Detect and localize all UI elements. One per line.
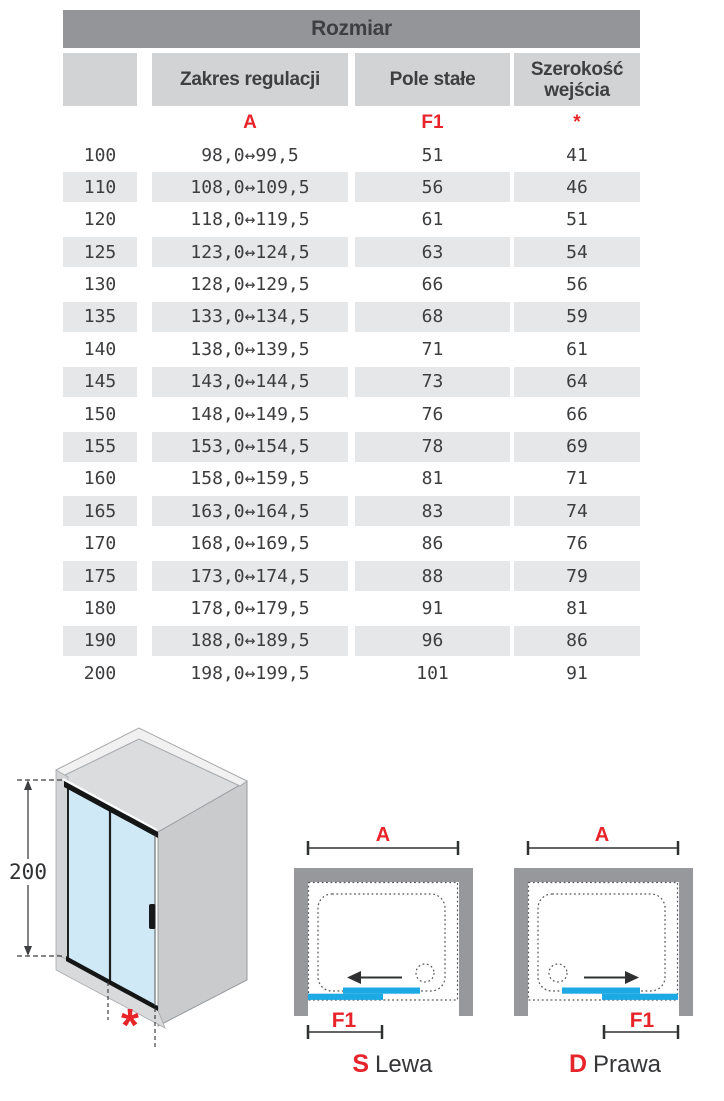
cell-size: 125 — [63, 237, 137, 267]
cell-adjustment-range: 158,0↔159,5 — [190, 468, 310, 490]
cell-fixed-field: 88 — [355, 561, 510, 591]
cell-size: 130 — [83, 274, 117, 296]
glass-extent-dotted — [309, 883, 458, 1001]
shower-tray-outline — [318, 894, 445, 991]
cell-adjustment-range: 143,0↔144,5 — [152, 367, 348, 397]
cell-entry-width: 51 — [566, 209, 588, 231]
symbol-f1: F1 — [421, 112, 444, 133]
cell-fixed-field: 63 — [355, 237, 510, 267]
cell-entry-width: 81 — [566, 597, 588, 619]
table-row — [63, 593, 640, 623]
cell-size: 120 — [83, 209, 117, 231]
drain — [416, 964, 434, 982]
cell-adjustment-range: 98,0↔99,5 — [201, 144, 299, 166]
variant-name: Prawa — [593, 1051, 662, 1078]
cell-fixed-field: 83 — [355, 496, 510, 526]
cell-adjustment-range: 153,0↔154,5 — [152, 432, 348, 462]
table-row — [63, 302, 640, 332]
table-row — [63, 658, 640, 688]
table-row — [63, 432, 640, 462]
fixed-panel-bar — [308, 994, 383, 1000]
dimension-f1-label: F1 — [629, 1009, 655, 1032]
cell-size: 150 — [83, 403, 117, 425]
table-row — [63, 334, 640, 364]
cell-size: 155 — [63, 432, 137, 462]
cell-entry-width: 41 — [566, 144, 588, 166]
header-cell-adjustment-range: Zakres regulacji — [152, 53, 348, 106]
cell-entry-width: 66 — [566, 403, 588, 425]
door-handle — [149, 904, 156, 929]
glass-extent-dotted — [529, 883, 678, 1001]
cell-entry-width: 46 — [514, 172, 640, 202]
cell-fixed-field: 76 — [421, 403, 444, 425]
cell-adjustment-range: 138,0↔139,5 — [190, 338, 310, 360]
cell-fixed-field: 56 — [355, 172, 510, 202]
symbol-asterisk: * — [573, 112, 581, 133]
cell-adjustment-range: 148,0↔149,5 — [190, 403, 310, 425]
table-row — [63, 237, 640, 267]
table-title: Rozmiar — [63, 10, 640, 48]
cell-entry-width: 69 — [514, 432, 640, 462]
cell-fixed-field: 96 — [355, 626, 510, 656]
cell-adjustment-range: 168,0↔169,5 — [190, 533, 310, 555]
drain — [549, 964, 567, 982]
cell-fixed-field: 51 — [421, 144, 444, 166]
sliding-door-bar — [343, 988, 420, 994]
entry-width-asterisk: * — [121, 999, 139, 1051]
plan-view-left-version — [285, 805, 485, 1095]
table-row — [63, 496, 640, 526]
cell-entry-width: 54 — [514, 237, 640, 267]
cell-entry-width: 59 — [514, 302, 640, 332]
cell-fixed-field: 66 — [421, 274, 444, 296]
cell-size: 145 — [63, 367, 137, 397]
cell-entry-width: 91 — [566, 662, 588, 684]
cell-size: 200 — [83, 662, 117, 684]
table-row — [63, 172, 640, 202]
cell-size: 160 — [83, 468, 117, 490]
variant-letter: D — [568, 1050, 587, 1078]
dimension-a-label: A — [375, 824, 391, 846]
shower-tray-outline — [538, 894, 665, 991]
table-row — [63, 529, 640, 559]
cell-entry-width: 61 — [566, 338, 588, 360]
symbol-a: A — [243, 112, 257, 133]
slide-direction-arrow-left — [347, 971, 402, 984]
cell-fixed-field: 78 — [355, 432, 510, 462]
sliding-door-bar — [562, 988, 640, 994]
table-row — [63, 626, 640, 656]
cell-adjustment-range: 128,0↔129,5 — [190, 274, 310, 296]
cell-entry-width: 74 — [514, 496, 640, 526]
cell-size: 140 — [83, 338, 117, 360]
cell-fixed-field: 86 — [421, 533, 444, 555]
cell-entry-width: 86 — [514, 626, 640, 656]
cell-size: 110 — [63, 172, 137, 202]
table-row — [63, 399, 640, 429]
table-row — [63, 367, 640, 397]
cell-size: 180 — [83, 597, 117, 619]
cell-entry-width: 79 — [514, 561, 640, 591]
cell-adjustment-range: 123,0↔124,5 — [152, 237, 348, 267]
cell-size: 190 — [63, 626, 137, 656]
symbol-row — [63, 106, 640, 140]
cell-size: 175 — [63, 561, 137, 591]
header-cell-fixed-field: Pole stałe — [355, 53, 510, 106]
cell-fixed-field: 91 — [421, 597, 444, 619]
cell-size: 165 — [63, 496, 137, 526]
cell-adjustment-range: 188,0↔189,5 — [152, 626, 348, 656]
cell-entry-width: 76 — [566, 533, 588, 555]
cell-fixed-field: 71 — [421, 338, 444, 360]
dimension-f1-label: F1 — [331, 1009, 357, 1032]
table-row — [63, 205, 640, 235]
cell-size: 100 — [83, 144, 117, 166]
cell-fixed-field: 61 — [421, 209, 444, 231]
height-dimension-label: 200 — [9, 860, 47, 884]
table-row — [63, 561, 640, 591]
cell-adjustment-range: 173,0↔174,5 — [152, 561, 348, 591]
table-header-row — [63, 53, 640, 106]
plan-view-right-version — [505, 805, 705, 1095]
left-wall — [56, 770, 68, 962]
cell-size: 170 — [83, 533, 117, 555]
table-row — [63, 140, 640, 170]
cell-entry-width: 71 — [566, 468, 588, 490]
cell-fixed-field: 73 — [355, 367, 510, 397]
header-cell-entry-width: Szerokość wejścia — [514, 53, 640, 106]
cell-entry-width: 64 — [514, 367, 640, 397]
cell-size: 135 — [63, 302, 137, 332]
header-cell-size — [63, 53, 137, 106]
diagram-section — [0, 700, 724, 1100]
fixed-panel-bar — [602, 994, 678, 1000]
cell-adjustment-range: 178,0↔179,5 — [190, 597, 310, 619]
isometric-shower-drawing — [0, 700, 280, 1100]
table-row — [63, 464, 640, 494]
cell-fixed-field: 68 — [355, 302, 510, 332]
size-table — [63, 10, 640, 691]
table-body — [63, 140, 640, 688]
table-row — [63, 270, 640, 300]
cell-adjustment-range: 108,0↔109,5 — [152, 172, 348, 202]
cell-fixed-field: 101 — [416, 662, 449, 684]
cell-entry-width: 56 — [566, 274, 588, 296]
variant-name: Lewa — [375, 1051, 433, 1078]
cell-adjustment-range: 133,0↔134,5 — [152, 302, 348, 332]
cell-adjustment-range: 118,0↔119,5 — [190, 209, 310, 231]
slide-direction-arrow-right — [584, 971, 639, 984]
dimension-a-label: A — [594, 824, 610, 846]
cell-adjustment-range: 198,0↔199,5 — [190, 662, 310, 684]
cell-adjustment-range: 163,0↔164,5 — [152, 496, 348, 526]
variant-letter: S — [352, 1050, 369, 1078]
cell-fixed-field: 81 — [421, 468, 444, 490]
